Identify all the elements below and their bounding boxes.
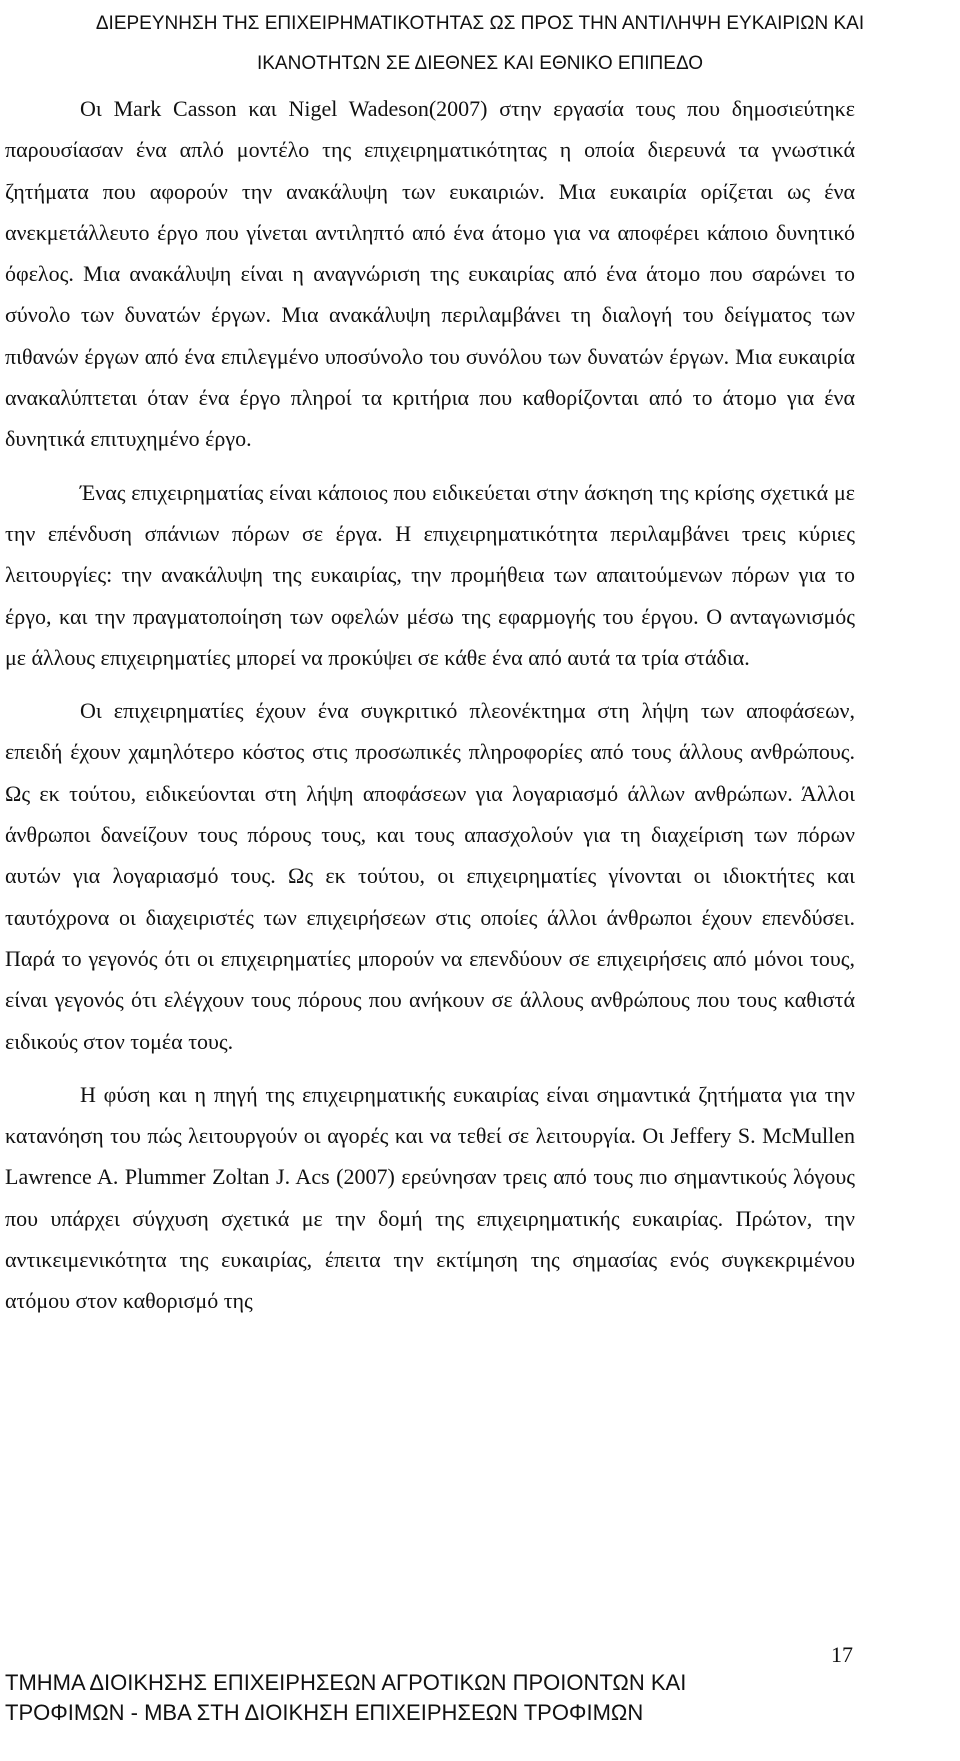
header-line-1: ΔΙΕΡΕΥΝΗΣΗ ΤΗΣ ΕΠΙΧΕΙΡΗΜΑΤΙΚΟΤΗΤΑΣ ΩΣ ΠΡΟΣ ΤΗΝ ΑΝΤΙΛΗΨΗ ΕΥΚΑΙΡΙΩΝ ΚΑΙ [95,13,865,34]
paragraph-1: Οι Mark Casson και Nigel Wadeson(2007) στην εργασία τους που δημοσιεύτηκε παρουσίασαν ένα απλό μοντέλο της επιχειρηματικότητας η οποία διερευνά τα γνωστικά ζητήματα που αφορούν την ανακάλυψη των ευκαιριών. Μια ευκαιρία ορίζεται ως ένα ανεκμετάλλευτο έργο που γίνεται αντιληπτό από ένα άτομο για να αποφέρει κάποιο δυνητικό όφελος. Μια ανακάλυψη είναι η αναγνώριση της ευκαιρίας από ένα άτομο που σαρώνει το σύνολο των δυνατών έργων. Μια ανακάλυψη περιλαμβάνει τη διαλογή του δείγματος των πιθανών έργων από ένα επιλεγμένο υποσύνολο του συνόλου των δυνατών έργων. Μια ευκαιρία ανακαλύπτεται όταν ένα έργο πληροί τα κριτήρια που καθορίζονται από το άτομο για ένα δυνητικά επιτυχημένο έργο. [5,96,855,452]
page-footer [5,1668,855,1728]
paragraph-4: Η φύση και η πηγή της επιχειρηματικής ευκαιρίας είναι σημαντικά ζητήματα για την κατανόηση του πώς λειτουργούν οι αγορές και να τεθεί σε λειτουργία. Οι Jeffery S. McMullen Lawrence A. Plummer Zoltan J. Acs (2007) ερεύνησαν τρεις από τους πιο σημαντικούς λόγους που υπάρχει σύγχυση σχετικά με την δομή της επιχειρηματικής ευκαιρίας. Πρώτον, την αντικειμενικότητα της ευκαιρίας, έπειτα την εκτίμηση της σημασίας ενός συγκεκριμένου ατόμου στον καθορισμό της [5,1081,855,1314]
paragraph-3: Οι επιχειρηματίες έχουν ένα συγκριτικό πλεονέκτημα στη λήψη των αποφάσεων, επειδή έχουν χαμηλότερο κόστος στις προσωπικές πληροφορίες από τους άλλους ανθρώπους. Ως εκ τούτου, ειδικεύονται στη λήψη αποφάσεων για λογαριασμό άλλων ανθρώπων. Άλλοι άνθρωποι δανείζουν τους πόρους τους, και τους απασχολούν για τη διαχείριση των πόρων αυτών για λογαριασμό τους. Ως εκ τούτου, οι επιχειρηματίες γίνονται οι ιδιοκτήτες και ταυτόχρονα οι διαχειριστές των επιχειρήσεων στις οποίες άλλοι άνθρωποι έχουν επενδύσει. Παρά το γεγονός ότι οι επιχειρηματίες μπορούν να επενδύουν σε επιχειρήσεις από μόνοι τους, είναι γεγονός ότι ελέγχουν τους πόρους που ανήκουν σε άλλους ανθρώπους που τους καθιστά ειδικούς στον τομέα τους. [5,698,855,1054]
footer-line-2: ΤΡΟΦΙΜΩΝ - ΜΒΑ ΣΤΗ ΔΙΟΙΚΗΣΗ ΕΠΙΧΕΙΡΗΣΕΩΝ ΤΡΟΦΙΜΩΝ [5,1700,644,1725]
page-header [0,4,960,84]
document-body [5,88,855,1334]
footer-line-1: ΤΜΗΜΑ ΔΙΟΙΚΗΣΗΣ ΕΠΙΧΕΙΡΗΣΕΩΝ ΑΓΡΟΤΙΚΩΝ ΠΡΟΙΟΝΤΩΝ ΚΑΙ [5,1670,687,1695]
page-number: 17 [831,1642,853,1667]
header-line-2: ΙΚΑΝΟΤΗΤΩΝ ΣΕ ΔΙΕΘΝΕΣ ΚΑΙ ΕΘΝΙΚΟ ΕΠΙΠΕΔΟ [256,53,704,74]
paragraph-2: Ένας επιχειρηματίας είναι κάποιος που ειδικεύεται στην άσκηση της κρίσης σχετικά με την επένδυση σπάνιων πόρων σε έργα. Η επιχειρηματικότητα περιλαμβάνει τρεις κύριες λειτουργίες: την ανακάλυψη της ευκαιρίας, την προμήθεια των απαιτούμενων πόρων για το έργο, και την πραγματοποίηση των οφελών μέσω της εφαρμογής του έργου. Ο ανταγωνισμός με άλλους επιχειρηματίες μπορεί να προκύψει σε κάθε ένα από αυτά τα τρία στάδια. [5,479,855,670]
